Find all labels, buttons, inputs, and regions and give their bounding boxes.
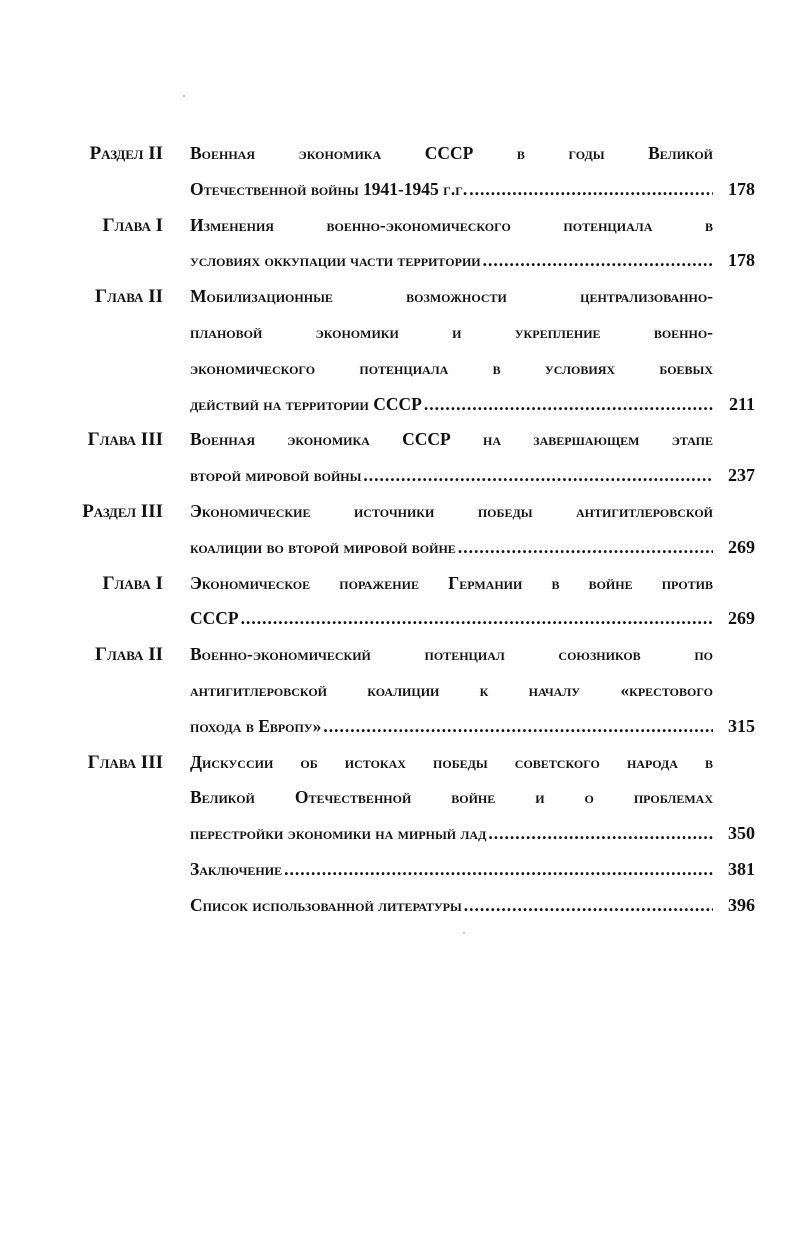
- toc-title-text: СССР: [190, 608, 239, 629]
- toc-entry-label: Глава III: [87, 429, 163, 451]
- page-number: 178: [728, 178, 755, 199]
- toc-title-line: антигитлеровской коалиции к началу «крестового: [190, 679, 713, 700]
- toc-title-text: похода в Европу»: [190, 715, 322, 736]
- toc-title-text: Отечественной войны 1941-1945 г.г.: [190, 178, 468, 199]
- toc-title-line: Военная экономика СССР на завершающем этапе: [190, 429, 713, 450]
- dot-leader: [483, 243, 713, 279]
- toc-title-last-line: [190, 852, 755, 888]
- toc-title-last-line: [190, 243, 755, 279]
- toc-entry: [0, 745, 793, 852]
- toc-entry-title: [190, 208, 755, 280]
- toc-title-line: Великой Отечественной войне и о проблемах: [190, 787, 713, 808]
- toc-entry-title: [190, 888, 755, 924]
- toc-entry-label: Глава I: [102, 214, 163, 236]
- dot-leader: [363, 458, 713, 494]
- dot-leader: [241, 601, 713, 637]
- toc-title-text: действий на территории СССР: [190, 393, 422, 414]
- toc-entry: [0, 852, 793, 888]
- table-of-contents: [0, 136, 793, 924]
- page-number: 178: [728, 250, 755, 271]
- toc-title-text: коалиции во второй мировой войне: [190, 536, 456, 557]
- dot-leader: [464, 888, 713, 924]
- dot-leader: [323, 709, 713, 745]
- page-number: 381: [728, 858, 755, 879]
- scan-speck: [463, 932, 465, 934]
- toc-title-last-line: [190, 888, 755, 924]
- toc-entry-title: [190, 422, 755, 494]
- page-number: 211: [728, 393, 755, 414]
- toc-entry-label: Глава III: [87, 751, 163, 773]
- toc-title-last-line: [190, 530, 755, 566]
- toc-title-text: Список использованной литературы: [190, 894, 462, 915]
- toc-title-last-line: [190, 601, 755, 637]
- toc-title-line: плановой экономики и укрепление военно-: [190, 321, 713, 342]
- page-number: 269: [728, 608, 755, 629]
- toc-entry-title: [190, 745, 755, 852]
- toc-entry-label: Глава II: [95, 644, 163, 666]
- toc-entry: [0, 136, 793, 208]
- toc-entry: [0, 494, 793, 566]
- toc-entry-title: [190, 637, 755, 744]
- toc-title-last-line: [190, 387, 755, 423]
- toc-title-last-line: [190, 458, 755, 494]
- toc-entry-label: Раздел III: [82, 500, 163, 522]
- toc-title-line: Изменения военно-экономического потенциала в: [190, 214, 713, 235]
- toc-title-line: Мобилизационные возможности централизованно-: [190, 286, 713, 307]
- toc-title-line: Дискуссии об истоках победы советского народа в: [190, 751, 713, 772]
- toc-entry-label: Раздел II: [89, 143, 163, 164]
- page-number: 237: [728, 465, 755, 486]
- toc-entry: [0, 888, 793, 924]
- toc-entry: [0, 208, 793, 280]
- page-number: 396: [728, 894, 755, 915]
- toc-title-last-line: [190, 709, 755, 745]
- toc-entry-label: Глава I: [102, 572, 163, 594]
- dot-leader: [488, 816, 713, 852]
- toc-title-line: экономического потенциала в условиях боевых: [190, 357, 713, 378]
- page-number: 315: [728, 715, 755, 736]
- toc-title-line: Военно-экономический потенциал союзников по: [190, 644, 713, 665]
- toc-title-text: условиях оккупации части территории: [190, 250, 481, 271]
- dot-leader: [458, 530, 713, 566]
- toc-entry: [0, 566, 793, 638]
- toc-title-line: Экономическое поражение Германии в войне против: [190, 572, 713, 593]
- toc-title-text: Заключение: [190, 858, 283, 879]
- toc-entry-title: [190, 279, 755, 422]
- toc-entry: [0, 637, 793, 744]
- toc-title-text: второй мировой войны: [190, 465, 362, 486]
- dot-leader: [284, 852, 713, 888]
- toc-entry-title: [190, 852, 755, 888]
- toc-title-line: Военная экономика СССР в годы Великой: [190, 143, 713, 163]
- dot-leader: [424, 387, 713, 423]
- toc-title-text: перестройки экономики на мирный лад: [190, 823, 487, 844]
- dot-leader: [469, 172, 713, 208]
- page-number: 269: [728, 536, 755, 557]
- toc-entry-title: [190, 136, 755, 208]
- toc-title-last-line: [190, 816, 755, 852]
- toc-title-last-line: [190, 172, 755, 208]
- toc-title-line: Экономические источники победы антигитлеровской: [190, 500, 713, 521]
- toc-entry-title: [190, 494, 755, 566]
- toc-entry: [0, 422, 793, 494]
- toc-entry-title: [190, 566, 755, 638]
- toc-entry-label: Глава II: [95, 286, 163, 308]
- scan-speck: [183, 95, 185, 97]
- toc-entry: [0, 279, 793, 422]
- page-number: 350: [728, 823, 755, 844]
